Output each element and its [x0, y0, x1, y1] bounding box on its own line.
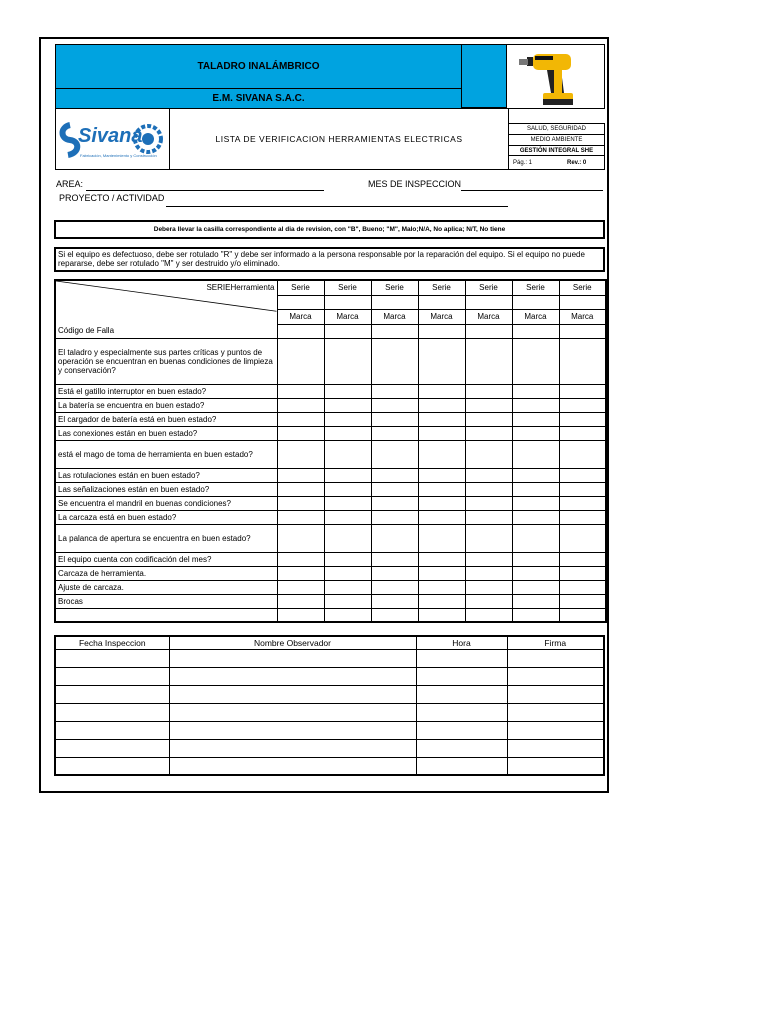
banner-spacer: [461, 44, 507, 108]
checklist-answer-cell[interactable]: [371, 384, 418, 398]
signoff-cell[interactable]: [416, 757, 507, 775]
signoff-table: [54, 635, 605, 776]
checklist-answer-cell[interactable]: [465, 580, 512, 594]
checklist-question: Brocas: [55, 594, 277, 608]
signoff-cell[interactable]: [169, 721, 416, 739]
checklist-answer-cell[interactable]: [324, 580, 371, 594]
checklist-answer-cell[interactable]: [418, 426, 465, 440]
diag-bottom-label: Código de Falla: [58, 325, 115, 335]
checklist-question: [55, 608, 277, 622]
side-row-medio-text: MEDIO AMBIENTE: [530, 137, 583, 143]
checklist-answer-cell[interactable]: [418, 468, 465, 482]
signoff-cell[interactable]: [416, 739, 507, 757]
mes-line[interactable]: [461, 178, 603, 191]
checklist-answer-cell[interactable]: [465, 594, 512, 608]
legend-text: Debera llevar la casilla correspondiente al dia de revision, con "B", Bueno; "M", Malo;N/A, No aplica; N/T, No tiene: [153, 226, 506, 233]
checklist-answer-cell[interactable]: [277, 468, 324, 482]
serie-value-cell[interactable]: [512, 295, 559, 309]
signoff-row: [55, 685, 604, 703]
checklist-answer-cell[interactable]: [465, 496, 512, 510]
marca-header: Marca: [512, 309, 559, 324]
checklist-answer-cell[interactable]: [418, 524, 465, 552]
serie-header: Serie: [371, 280, 418, 295]
checklist-answer-cell[interactable]: [418, 398, 465, 412]
signoff-cell[interactable]: [169, 649, 416, 667]
checklist-answer-cell[interactable]: [277, 384, 324, 398]
checklist-answer-cell[interactable]: [371, 566, 418, 580]
document-frame: [39, 37, 609, 793]
checklist-answer-cell[interactable]: [418, 510, 465, 524]
checklist-row: [55, 384, 606, 398]
serie-value-cell[interactable]: [371, 295, 418, 309]
signoff-header-cell: Nombre Observador: [169, 636, 416, 649]
signoff-cell[interactable]: [416, 649, 507, 667]
signoff-cell[interactable]: [507, 721, 604, 739]
checklist-answer-cell[interactable]: [465, 482, 512, 496]
checklist-question: El cargador de batería está en buen estado?: [55, 412, 277, 426]
checklist-answer-cell[interactable]: [371, 440, 418, 468]
checklist-answer-cell[interactable]: [371, 608, 418, 622]
checklist-answer-cell[interactable]: [465, 468, 512, 482]
checklist-question: Las conexiones están en buen estado?: [55, 426, 277, 440]
signoff-header-row: [55, 636, 604, 649]
checklist-answer-cell[interactable]: [512, 426, 559, 440]
checklist-row: [55, 440, 606, 468]
checklist-answer-cell[interactable]: [371, 552, 418, 566]
checklist-answer-cell[interactable]: [418, 496, 465, 510]
checklist-answer-cell[interactable]: [512, 482, 559, 496]
checklist-question: Ajuste de carcaza.: [55, 580, 277, 594]
checklist-answer-cell[interactable]: [324, 440, 371, 468]
checklist-row: [55, 412, 606, 426]
checklist-answer-cell[interactable]: [277, 338, 324, 384]
drill-photo: [506, 44, 605, 109]
checklist-answer-cell[interactable]: [277, 426, 324, 440]
checklist-row: [55, 482, 606, 496]
signoff-row: [55, 721, 604, 739]
checklist-answer-cell[interactable]: [559, 510, 606, 524]
page-rev-row: [508, 155, 605, 170]
checklist-question: Se encuentra el mandril en buenas condiciones?: [55, 496, 277, 510]
header-row-serie: [55, 280, 606, 295]
signoff-header-cell: Firma: [507, 636, 604, 649]
form-title-cell: [169, 108, 509, 170]
signoff-row: [55, 739, 604, 757]
checklist-row: [55, 566, 606, 580]
checklist-table: [54, 279, 607, 623]
checklist-answer-cell[interactable]: [512, 510, 559, 524]
checklist-answer-cell[interactable]: [277, 552, 324, 566]
checklist-question: está el mago de toma de herramienta en buen estado?: [55, 440, 277, 468]
checklist-answer-cell[interactable]: [324, 510, 371, 524]
company-banner: [55, 88, 462, 109]
diag-top-label: SERIEHerramienta: [206, 283, 275, 292]
signoff-cell[interactable]: [507, 649, 604, 667]
checklist-answer-cell[interactable]: [418, 594, 465, 608]
proyecto-label: PROYECTO / ACTIVIDAD: [59, 193, 165, 203]
signoff-cell[interactable]: [416, 667, 507, 685]
marca-value-cell[interactable]: [559, 324, 606, 338]
checklist-question: Las señalizaciones están en buen estado?: [55, 482, 277, 496]
checklist-answer-cell[interactable]: [465, 384, 512, 398]
checklist-answer-cell[interactable]: [418, 384, 465, 398]
checklist-answer-cell[interactable]: [418, 580, 465, 594]
checklist-answer-cell[interactable]: [559, 412, 606, 426]
checklist-answer-cell[interactable]: [512, 594, 559, 608]
form-title: LISTA DE VERIFICACION HERRAMIENTAS ELECTRICAS: [215, 134, 463, 144]
checklist-question: El equipo cuenta con codificación del mes?: [55, 552, 277, 566]
checklist-answer-cell[interactable]: [559, 608, 606, 622]
signoff-cell[interactable]: [55, 721, 169, 739]
serie-header: Serie: [465, 280, 512, 295]
checklist-answer-cell[interactable]: [465, 440, 512, 468]
checklist-answer-cell[interactable]: [465, 566, 512, 580]
checklist-answer-cell[interactable]: [277, 482, 324, 496]
checklist-answer-cell[interactable]: [465, 524, 512, 552]
checklist-question: La batería se encuentra en buen estado?: [55, 398, 277, 412]
signoff-cell[interactable]: [507, 667, 604, 685]
checklist-row: [55, 608, 606, 622]
side-row-gestion-text: GESTIÓN INTEGRAL SHE: [519, 148, 594, 154]
signoff-row: [55, 703, 604, 721]
signoff-cell[interactable]: [416, 703, 507, 721]
area-line[interactable]: [86, 178, 324, 191]
checklist-answer-cell[interactable]: [465, 426, 512, 440]
checklist-question: La carcaza está en buen estado?: [55, 510, 277, 524]
checklist-answer-cell[interactable]: [559, 496, 606, 510]
signoff-cell[interactable]: [55, 703, 169, 721]
checklist-row: [55, 468, 606, 482]
checklist-answer-cell[interactable]: [324, 384, 371, 398]
checklist-answer-cell[interactable]: [277, 608, 324, 622]
checklist-answer-cell[interactable]: [371, 482, 418, 496]
checklist-answer-cell[interactable]: [324, 426, 371, 440]
logo-tagline: Fabricación, Mantenimiento y Construcción: [80, 153, 157, 158]
side-row-salud-text: SALUD, SEGURIDAD: [526, 126, 586, 132]
checklist-row: [55, 510, 606, 524]
signoff-cell[interactable]: [507, 757, 604, 775]
checklist-row: [55, 398, 606, 412]
checklist-question: Las rotulaciones están en buen estado?: [55, 468, 277, 482]
signoff-cell[interactable]: [169, 685, 416, 703]
checklist-row: [55, 338, 606, 384]
checklist-answer-cell[interactable]: [512, 566, 559, 580]
checklist-answer-cell[interactable]: [324, 468, 371, 482]
checklist-answer-cell[interactable]: [512, 338, 559, 384]
checklist-answer-cell[interactable]: [418, 412, 465, 426]
marca-value-cell[interactable]: [465, 324, 512, 338]
checklist-row: [55, 580, 606, 594]
checklist-answer-cell[interactable]: [418, 482, 465, 496]
serie-value-cell[interactable]: [277, 295, 324, 309]
marca-value-cell[interactable]: [324, 324, 371, 338]
legend-box: [54, 220, 605, 239]
form-main-title: TALADRO INALÁMBRICO: [197, 61, 320, 72]
signoff-cell[interactable]: [507, 685, 604, 703]
signoff-cell[interactable]: [55, 685, 169, 703]
checklist-question: Está el gatillo interruptor en buen estado?: [55, 384, 277, 398]
checklist-answer-cell[interactable]: [324, 594, 371, 608]
marca-header: Marca: [465, 309, 512, 324]
checklist-answer-cell[interactable]: [371, 426, 418, 440]
serie-header: Serie: [324, 280, 371, 295]
checklist-question: El taladro y especialmente sus partes críticas y puntos de operación se encuentran en buenas condiciones de limpieza y conservación?: [55, 338, 277, 384]
signoff-cell[interactable]: [169, 703, 416, 721]
checklist-answer-cell[interactable]: [559, 398, 606, 412]
signoff-row: [55, 667, 604, 685]
checklist-answer-cell[interactable]: [371, 496, 418, 510]
signoff-header-cell: Hora: [416, 636, 507, 649]
signoff-cell[interactable]: [55, 757, 169, 775]
proyecto-line[interactable]: [166, 194, 508, 207]
defect-note-text: Si el equipo es defectuoso, debe ser rotulado "R" y debe ser informado a la persona responsable por la reparación del equipo. Si el equipo no puede repararse, debe ser rotulado "M" y ser destruido y/o eliminado.: [58, 250, 585, 268]
checklist-answer-cell[interactable]: [277, 398, 324, 412]
checklist-answer-cell[interactable]: [324, 398, 371, 412]
checklist-answer-cell[interactable]: [559, 594, 606, 608]
revision: Rev.: 0: [567, 160, 587, 166]
marca-value-cell[interactable]: [512, 324, 559, 338]
checklist-answer-cell[interactable]: [324, 496, 371, 510]
signoff-cell[interactable]: [507, 703, 604, 721]
checklist-answer-cell[interactable]: [371, 468, 418, 482]
checklist-answer-cell[interactable]: [371, 338, 418, 384]
checklist-answer-cell[interactable]: [512, 608, 559, 622]
checklist-answer-cell[interactable]: [324, 524, 371, 552]
marca-value-cell[interactable]: [418, 324, 465, 338]
checklist-answer-cell[interactable]: [324, 608, 371, 622]
serie-header: Serie: [277, 280, 324, 295]
marca-header: Marca: [324, 309, 371, 324]
marca-value-cell[interactable]: [277, 324, 324, 338]
checklist-row: [55, 496, 606, 510]
drill-icon: [507, 45, 604, 108]
checklist-answer-cell[interactable]: [277, 510, 324, 524]
checklist-answer-cell[interactable]: [512, 580, 559, 594]
checklist-answer-cell[interactable]: [324, 566, 371, 580]
checklist-answer-cell[interactable]: [559, 338, 606, 384]
checklist-answer-cell[interactable]: [465, 608, 512, 622]
checklist-answer-cell[interactable]: [371, 412, 418, 426]
checklist-answer-cell[interactable]: [512, 468, 559, 482]
serie-header: Serie: [418, 280, 465, 295]
serie-value-cell[interactable]: [559, 295, 606, 309]
checklist-answer-cell[interactable]: [324, 338, 371, 384]
checklist-answer-cell[interactable]: [371, 594, 418, 608]
checklist-answer-cell[interactable]: [559, 384, 606, 398]
page-number: Pág.: 1: [513, 160, 533, 166]
checklist-answer-cell[interactable]: [324, 482, 371, 496]
checklist-row: [55, 552, 606, 566]
checklist-answer-cell[interactable]: [465, 398, 512, 412]
signoff-cell[interactable]: [55, 649, 169, 667]
serie-value-cell[interactable]: [418, 295, 465, 309]
checklist-answer-cell[interactable]: [324, 552, 371, 566]
marca-header: Marca: [418, 309, 465, 324]
serie-header: Serie: [559, 280, 606, 295]
checklist-answer-cell[interactable]: [559, 482, 606, 496]
company-name: E.M. SIVANA S.A.C.: [212, 93, 305, 104]
checklist-question: Carcaza de herramienta.: [55, 566, 277, 580]
checklist-question: La palanca de apertura se encuentra en buen estado?: [55, 524, 277, 552]
checklist-answer-cell[interactable]: [324, 412, 371, 426]
checklist-answer-cell[interactable]: [559, 426, 606, 440]
serie-value-cell[interactable]: [324, 295, 371, 309]
checklist-answer-cell[interactable]: [371, 510, 418, 524]
checklist-answer-cell[interactable]: [512, 384, 559, 398]
checklist-answer-cell[interactable]: [512, 524, 559, 552]
signoff-cell[interactable]: [55, 667, 169, 685]
checklist-answer-cell[interactable]: [559, 440, 606, 468]
signoff-header-cell: Fecha Inspeccion: [55, 636, 169, 649]
checklist-answer-cell[interactable]: [277, 496, 324, 510]
checklist-answer-cell[interactable]: [277, 524, 324, 552]
checklist-answer-cell[interactable]: [512, 398, 559, 412]
serie-value-cell[interactable]: [465, 295, 512, 309]
checklist-answer-cell[interactable]: [559, 524, 606, 552]
signoff-cell[interactable]: [169, 667, 416, 685]
signoff-cell[interactable]: [416, 685, 507, 703]
checklist-answer-cell[interactable]: [559, 552, 606, 566]
checklist-row: [55, 426, 606, 440]
checklist-answer-cell[interactable]: [371, 524, 418, 552]
checklist-answer-cell[interactable]: [465, 510, 512, 524]
diagonal-header-cell: [55, 280, 277, 338]
checklist-answer-cell[interactable]: [512, 412, 559, 426]
checklist-row: [55, 594, 606, 608]
checklist-answer-cell[interactable]: [465, 552, 512, 566]
area-label: AREA:: [56, 179, 84, 189]
company-logo: [55, 108, 170, 170]
checklist-answer-cell[interactable]: [277, 440, 324, 468]
mes-label: MES DE INSPECCION: [368, 179, 462, 189]
marca-header: Marca: [277, 309, 324, 324]
marca-header: Marca: [371, 309, 418, 324]
checklist-answer-cell[interactable]: [277, 566, 324, 580]
checklist-answer-cell[interactable]: [559, 566, 606, 580]
signoff-row: [55, 649, 604, 667]
checklist-row: [55, 524, 606, 552]
checklist-answer-cell[interactable]: [418, 552, 465, 566]
checklist-answer-cell[interactable]: [418, 338, 465, 384]
defect-note-box: [54, 247, 605, 272]
signoff-cell[interactable]: [507, 739, 604, 757]
checklist-answer-cell[interactable]: [418, 566, 465, 580]
checklist-answer-cell[interactable]: [277, 412, 324, 426]
checklist-answer-cell[interactable]: [371, 398, 418, 412]
marca-header: Marca: [559, 309, 606, 324]
serie-header: Serie: [512, 280, 559, 295]
signoff-row: [55, 757, 604, 775]
checklist-answer-cell[interactable]: [418, 608, 465, 622]
marca-value-cell[interactable]: [371, 324, 418, 338]
checklist-answer-cell[interactable]: [559, 580, 606, 594]
checklist-answer-cell[interactable]: [512, 440, 559, 468]
signoff-cell[interactable]: [169, 757, 416, 775]
checklist-answer-cell[interactable]: [418, 440, 465, 468]
signoff-cell[interactable]: [416, 721, 507, 739]
checklist-answer-cell[interactable]: [465, 412, 512, 426]
title-banner: [55, 44, 462, 89]
checklist-answer-cell[interactable]: [465, 338, 512, 384]
signoff-cell[interactable]: [169, 739, 416, 757]
checklist-answer-cell[interactable]: [512, 496, 559, 510]
logo-wordmark: Sivana: [78, 125, 143, 147]
checklist-answer-cell[interactable]: [277, 580, 324, 594]
checklist-answer-cell[interactable]: [512, 552, 559, 566]
checklist-answer-cell[interactable]: [371, 580, 418, 594]
checklist-answer-cell[interactable]: [559, 468, 606, 482]
checklist-answer-cell[interactable]: [277, 594, 324, 608]
signoff-cell[interactable]: [55, 739, 169, 757]
